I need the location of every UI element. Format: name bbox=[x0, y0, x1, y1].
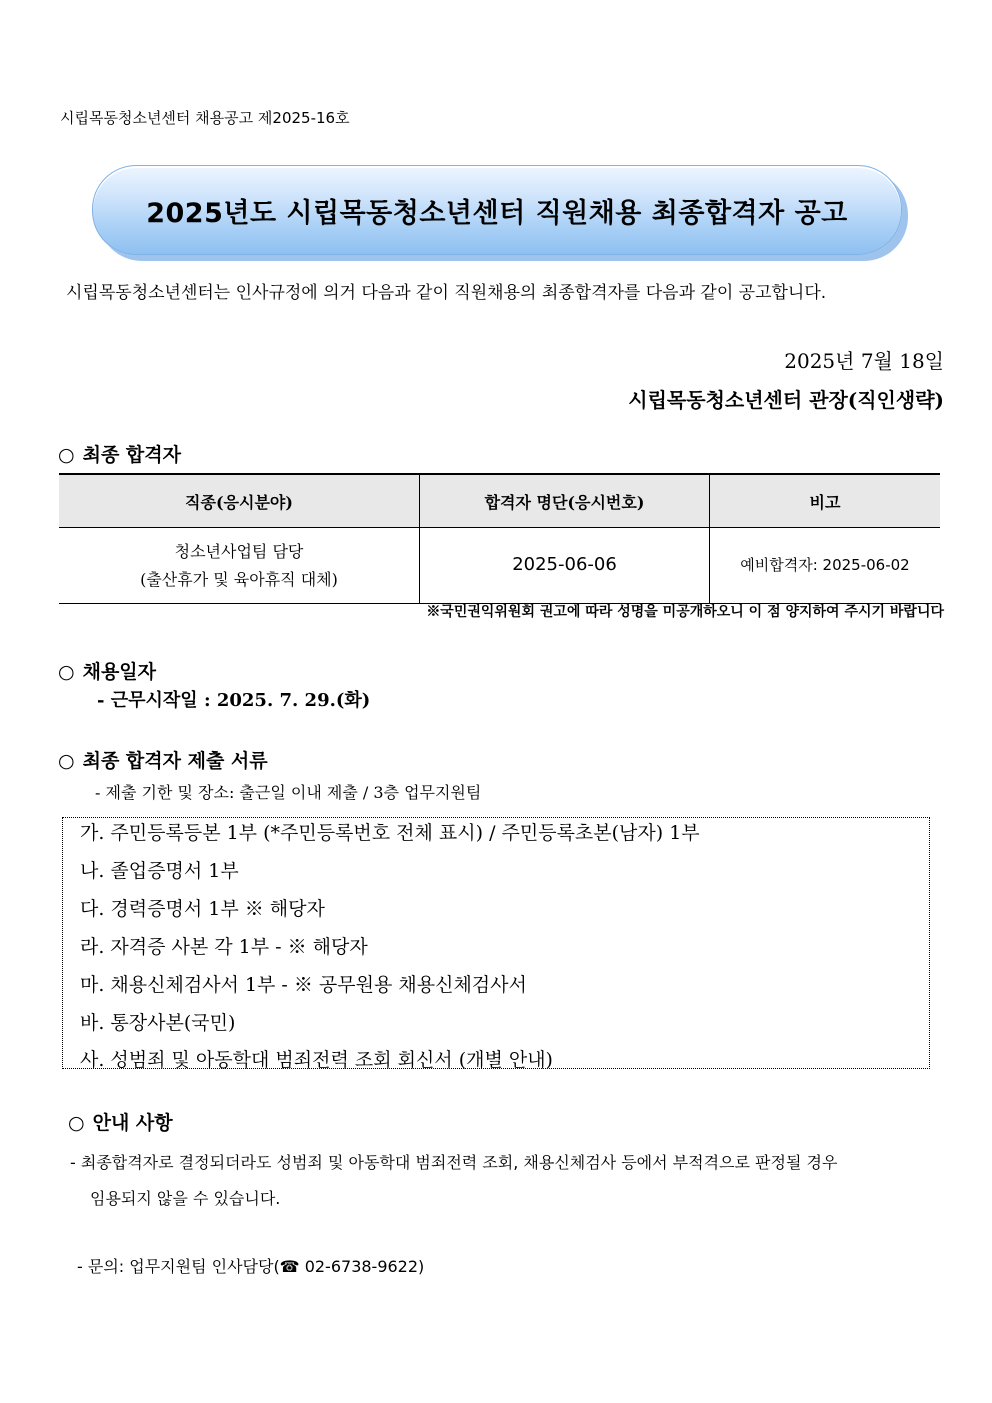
position-line1: 청소년사업팀 담당 bbox=[174, 542, 304, 562]
list-item: 라. 자격증 사본 각 1부 - ※ 해당자 bbox=[80, 936, 368, 958]
section-documents-heading bbox=[58, 746, 268, 773]
guide-text-line2: 임용되지 않을 수 있습니다. bbox=[90, 1189, 281, 1208]
intro-text: 시립목동청소년센터는 인사규정에 의거 다음과 같이 직원채용의 최종합격자를 다음과 같이 공고합니다. bbox=[66, 283, 827, 303]
section-guide-heading bbox=[68, 1108, 173, 1135]
section-hire-date-heading bbox=[58, 657, 156, 684]
circle-bullet: ○ bbox=[58, 750, 75, 772]
list-item: 사. 성범죄 및 아동학대 범죄전력 조회 회신서 (개별 안내) bbox=[80, 1049, 553, 1071]
circle-bullet: ○ bbox=[58, 661, 75, 683]
section-documents-title: 최종 합격자 제출 서류 bbox=[82, 750, 268, 772]
signer: 시립목동청소년센터 관장(직인생략) bbox=[628, 388, 944, 412]
cell-position bbox=[59, 528, 420, 604]
table-header-row bbox=[59, 474, 940, 528]
list-item: 다. 경력증명서 1부 ※ 해당자 bbox=[80, 898, 325, 920]
header-passer-list: 합격자 명단(응시번호) bbox=[420, 474, 710, 528]
submit-deadline: - 제출 기한 및 장소: 출근일 이내 제출 / 3층 업무지원팀 bbox=[95, 783, 482, 802]
section-hire-date-title: 채용일자 bbox=[82, 661, 157, 683]
section-result-title: 최종 합격자 bbox=[82, 444, 181, 466]
list-item: 바. 통장사본(국민) bbox=[80, 1012, 236, 1034]
list-item: 마. 채용신체검사서 1부 - ※ 공무원용 채용신체검사서 bbox=[80, 974, 527, 996]
list-item: 가. 주민등록등본 1부 (*주민등록번호 전체 표시) / 주민등록초본(남자) 1부 bbox=[80, 822, 700, 844]
list-item: 나. 졸업증명서 1부 bbox=[80, 860, 239, 882]
announcement-date: 2025년 7월 18일 bbox=[784, 349, 944, 373]
guide-text-line1: - 최종합격자로 결정되더라도 성범죄 및 아동학대 범죄전력 조회, 채용신체검사 등에서 부적격으로 판정될 경우 bbox=[70, 1153, 838, 1172]
page-title: 2025년도 시립목동청소년센터 직원채용 최종합격자 공고 bbox=[146, 197, 848, 229]
privacy-note: ※국민권익위원회 권고에 따라 성명을 미공개하오니 이 점 양지하여 주시기 바랍니다 bbox=[426, 604, 944, 620]
header-position: 직종(응시분야) bbox=[59, 474, 420, 528]
contact-info: - 문의: 업무지원팀 인사담당(☎ 02-6738-9622) bbox=[77, 1257, 425, 1276]
table-row bbox=[59, 528, 940, 604]
cell-passer-number: 2025-06-06 bbox=[420, 528, 710, 604]
header-note: 비고 bbox=[710, 474, 941, 528]
position-line2: (출산휴가 및 육아휴직 대체) bbox=[140, 569, 338, 589]
cell-note: 예비합격자: 2025-06-02 bbox=[710, 528, 941, 604]
document-list-box bbox=[62, 817, 930, 1069]
result-table bbox=[59, 473, 940, 604]
section-result-heading bbox=[58, 440, 181, 467]
circle-bullet: ○ bbox=[58, 444, 75, 466]
circle-bullet: ○ bbox=[68, 1112, 85, 1134]
section-guide-title: 안내 사항 bbox=[92, 1112, 173, 1134]
notice-number: 시립목동청소년센터 채용공고 제2025-16호 bbox=[60, 109, 350, 127]
title-banner bbox=[92, 165, 902, 255]
work-start-date: - 근무시작일 : 2025. 7. 29.(화) bbox=[97, 690, 371, 711]
